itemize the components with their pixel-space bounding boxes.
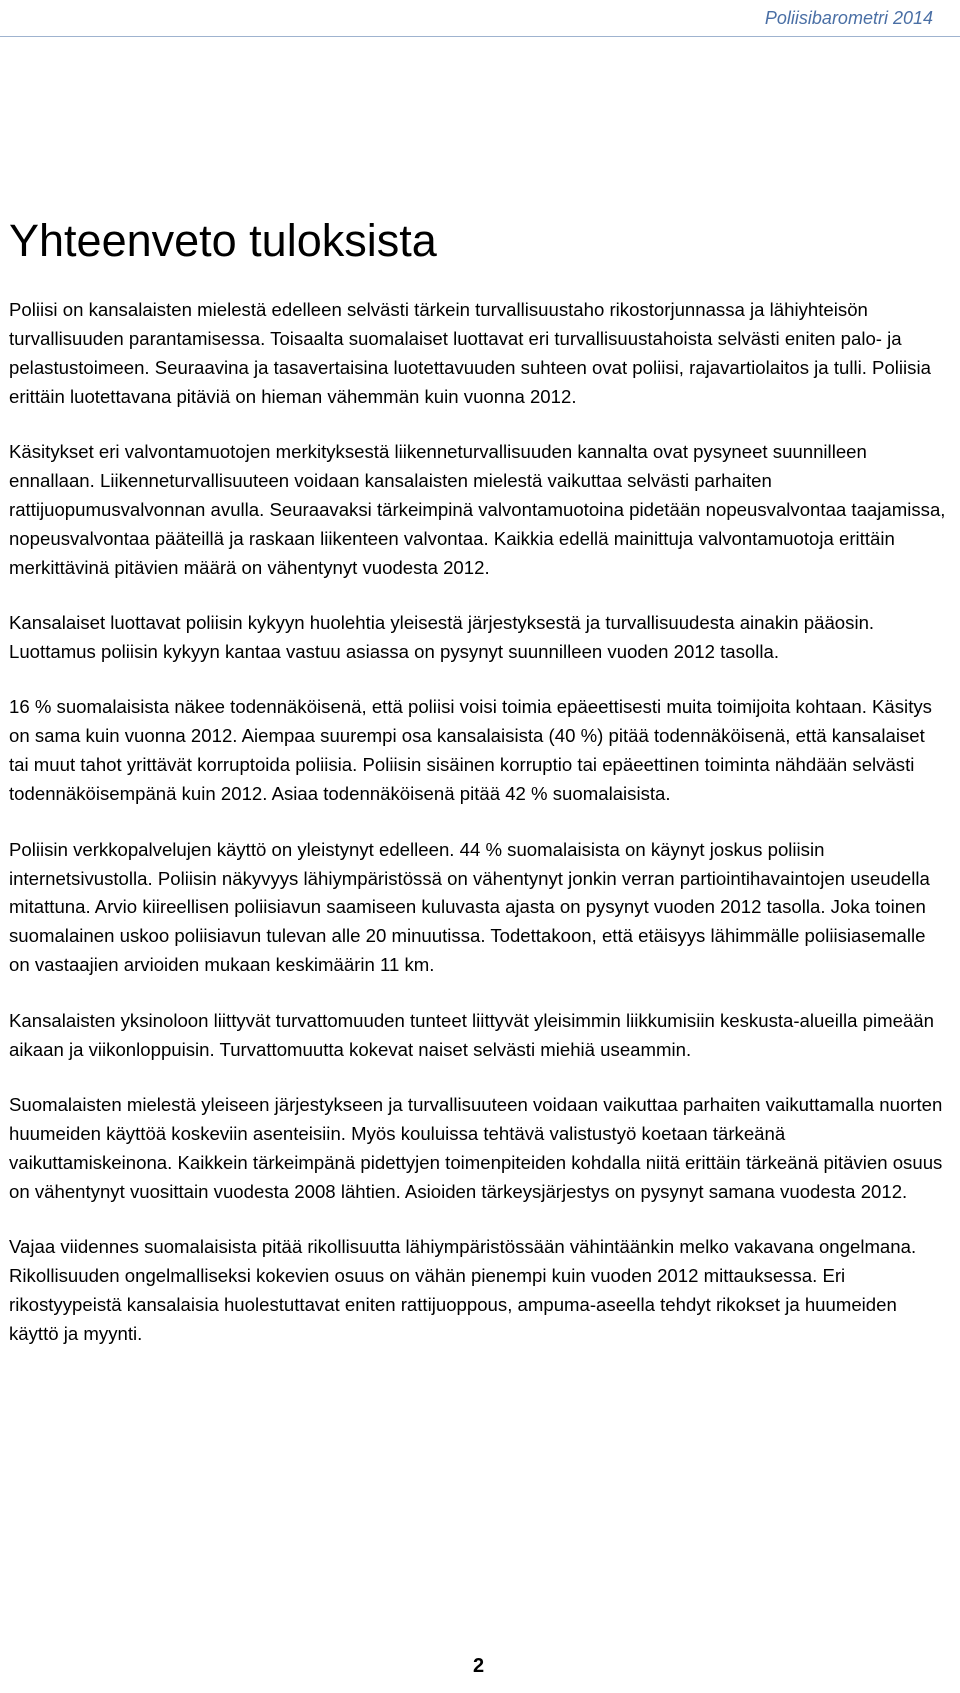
page-title: Yhteenveto tuloksista (9, 215, 437, 266)
paragraph-public-order-confidence: Kansalaiset luottavat poliisin kykyyn huolehtia yleisestä järjestyksestä ja turvallisuudesta ainakin pääosin. Luottamus poliisin kykyyn kantaa vastuu asiassa on pysynyt suunnilleen vuoden 2012 tasolla. (9, 612, 875, 663)
paragraph-police-trust: Poliisi on kansalaisten mielestä edelleen selvästi tärkein turvallisuustaho rikostorjunnassa ja lähiyhteisön turvallisuuden parantamisessa. Toisaalta suomalaiset luottavat eri turvallisuustahoista selvästi eniten palo- ja pelastustoimeen. Seuraavina ja tasavertaisina luotettavuuden suhteen ovat poliisi, rajavartiolaitos ja tulli. Poliisia erittäin luotettavana pitäviä on hieman vähemmän kuin vuonna 2012. (9, 299, 931, 407)
paragraph-local-crime: Vajaa viidennes suomalaisista pitää rikollisuutta lähiympäristössään vähintäänkin melko vakavana ongelmana. Rikollisuuden ongelmalliseksi kokevien osuus on vähän pienempi kuin vuoden 2012 mittauksessa. Eri rikostyypeistä kansalaisia huolestuttavat eniten rattijuoppous, ampuma-aseella tehdyt rikokset ja huumeiden käyttö ja myynti. (9, 1236, 917, 1344)
header-divider (0, 36, 960, 37)
paragraph-ethics-corruption: 16 % suomalaisista näkee todennäköisenä, että poliisi voisi toimia epäeettisesti muita toimijoita kohtaan. Käsitys on sama kuin vuonna 2012. Aiempaa suurempi osa kansalaisista (40 %) pitää todennäköisenä, että kansalaiset tai muut tahot yrittävät korruptoida poliisia. Poliisin sisäinen korruptio tai epäeettinen toiminta nähdään selvästi todennäköisempänä kuin 2012. Asiaa todennäköisenä pitää 42 % suomalaisista. (9, 696, 932, 805)
paragraph-online-services: Poliisin verkkopalvelujen käyttö on yleistynyt edelleen. 44 % suomalaisista on käynyt joskus poliisin internetsivustolla. Poliisin näkyvyys lähiympäristössä on vähentynyt jonkin verran partiointihavaintojen useudella mitattuna. Arvio kiireellisen poliisiavun saamiseen kuluvasta ajasta on pysynyt vuoden 2012 tasolla. Joka toinen suomalainen uskoo poliisiavun tulevan alle 20 minuutissa. Todettakoon, että etäisyys lähimmälle poliisiasemalle on vastaajien arvioiden mukaan keskimäärin 11 km. (9, 838, 930, 976)
body-text (9, 296, 949, 1375)
page-number: 2 (473, 1655, 485, 1677)
running-header-title: Poliisibarometri 2014 (764, 8, 933, 28)
paragraph-traffic-enforcement: Käsitykset eri valvontamuotojen merkityksestä liikenneturvallisuuden kannalta ovat pysyneet suunnilleen ennallaan. Liikenneturvallisuuteen voidaan kansalaisten mielestä vaikuttaa selvästi parhaiten rattijuopumusvalvonnan avulla. Seuraavaksi tärkeimpinä valvontamuotoina pidetään nopeusvalvontaa taajamissa, nopeusvalvontaa pääteillä ja raskaan liikenteen valvontaa. Kaikkia edellä mainittuja valvontamuotoja erittäin merkittävinä pitävien määrä on vähentynyt vuodesta 2012. (9, 441, 946, 578)
paragraph-prevention-measures: Suomalaisten mielestä yleiseen järjestykseen ja turvallisuuteen voidaan vaikuttaa parhaiten vaikuttamalla nuorten huumeiden käyttöä koskeviin asenteisiin. Myös kouluissa tehtävä valistustyö koetaan tärkeänä vaikuttamiskeinona. Kaikkein tärkeimpänä pidettyjen toimenpiteiden kohdalla niitä erittäin tärkeänä pitävien osuus on vähentynyt vuosittain vuodesta 2008 lähtien. Asioiden tärkeysjärjestys on pysynyt samana vuodesta 2012. (9, 1093, 943, 1202)
paragraph-feelings-of-insecurity: Kansalaisten yksinoloon liittyvät turvattomuuden tunteet liittyvät yleisimmin liikkumisiin keskusta-alueilla pimeään aikaan ja viikonloppuisin. Turvattomuutta kokevat naiset selvästi miehiä useammin. (9, 1009, 934, 1060)
